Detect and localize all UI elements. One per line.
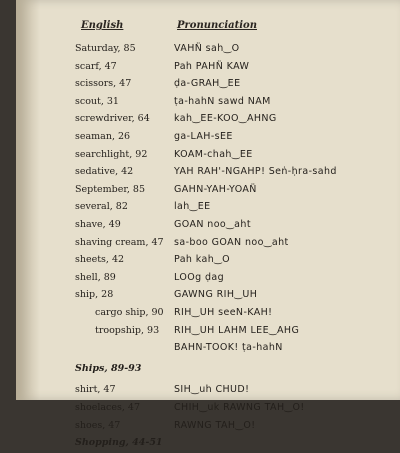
table-row [0,131,400,147]
english-term: scissors, 47 [75,78,132,90]
table-row [0,201,400,217]
english-term: sheets, 42 [75,254,125,266]
english-term: troopship, 93 [95,324,160,336]
pronunciation-text: RIH‿UH LAHM LEE‿AHG [174,324,300,336]
table-row [0,78,400,94]
pronunciation-text: SIH‿uh CHUD! [174,384,250,396]
english-term: shoes, 47 [75,419,121,431]
pronunciation-text: kah‿EE-KOO‿AHNG [174,113,277,125]
pronunciation-text: CHIH‿uk RAWNG TAH‿O! [174,402,305,413]
table-row [0,219,400,235]
table-row [0,237,400,253]
table-row [0,149,400,165]
pronunciation-text: ga-LAH-sEE [174,131,233,142]
pronunciation-text: lah‿EE [174,201,211,213]
english-term: scarf, 47 [75,60,117,72]
pronunciation-text: KOAM-chah‿EE [174,148,253,160]
english-term: shoelaces, 47 [75,402,140,413]
table-row [0,113,400,129]
english-term: shirt, 47 [75,384,116,396]
pronunciation-text: ṭa-hahN sawd NAM [174,95,271,107]
pronunciation-text: Pah PAHN̈ KAW [174,60,250,72]
pronunciation-text: RIH‿UH seeN-KAH! [174,307,273,318]
english-term: Saturday, 85 [75,43,136,54]
pronunciation-column-header: Pronunciation [177,20,257,31]
english-term: seaman, 26 [75,131,131,142]
table-row [0,43,400,59]
pronunciation-text: LOOg ḍag [174,271,225,283]
english-term: screwdriver, 64 [75,113,150,125]
table-row [0,166,400,182]
table-row [0,289,400,305]
pronunciation-text: VAHN̈ sah‿O [174,43,240,54]
english-term: shave, 49 [75,219,121,230]
table-row [0,61,400,77]
table-row [0,272,400,288]
pronunciation-text: ḍa-GRAH‿EE [174,78,241,90]
pronunciation-text: GAWNG RIH‿UH [174,289,258,301]
section-heading: Shopping, 44-51 [75,437,163,449]
pronunciation-text: Pah kah‿O [174,254,231,266]
table-row [0,384,400,400]
table-row [0,254,400,270]
pronunciation-text: GOAN noo‿aht [174,219,251,230]
english-term: September, 85 [75,183,145,195]
english-term: ship, 28 [75,289,114,301]
english-term: several, 82 [75,201,128,213]
table-row [0,342,400,358]
english-column-header: English [81,20,124,31]
english-term: shell, 89 [75,271,116,283]
pronunciation-text: sa-boo GOAN noo‿aht [174,236,289,248]
table-row [0,96,400,112]
pronunciation-text: BAHN-TOOK! ṭa-hahN [174,342,283,354]
pronunciation-text: GAHN-YAH-YOAN̈ [174,183,257,195]
table-row [0,184,400,200]
english-term: cargo ship, 90 [95,307,164,318]
english-term: shaving cream, 47 [75,236,164,248]
section-heading: Ships, 89-93 [75,362,142,374]
english-term: searchlight, 92 [75,148,148,160]
english-term: scout, 31 [75,95,119,107]
table-row [0,437,400,453]
english-term: sedative, 42 [75,166,134,178]
table-row [0,325,400,341]
pronunciation-text: YAH RAH'-NGAHP! Seṅ-ḥra-sahd [174,166,337,178]
table-row [0,402,400,418]
table-row [0,420,400,436]
table-row [0,363,400,379]
table-row [0,307,400,323]
pronunciation-text: RAWNG TAH‿O! [174,419,256,431]
